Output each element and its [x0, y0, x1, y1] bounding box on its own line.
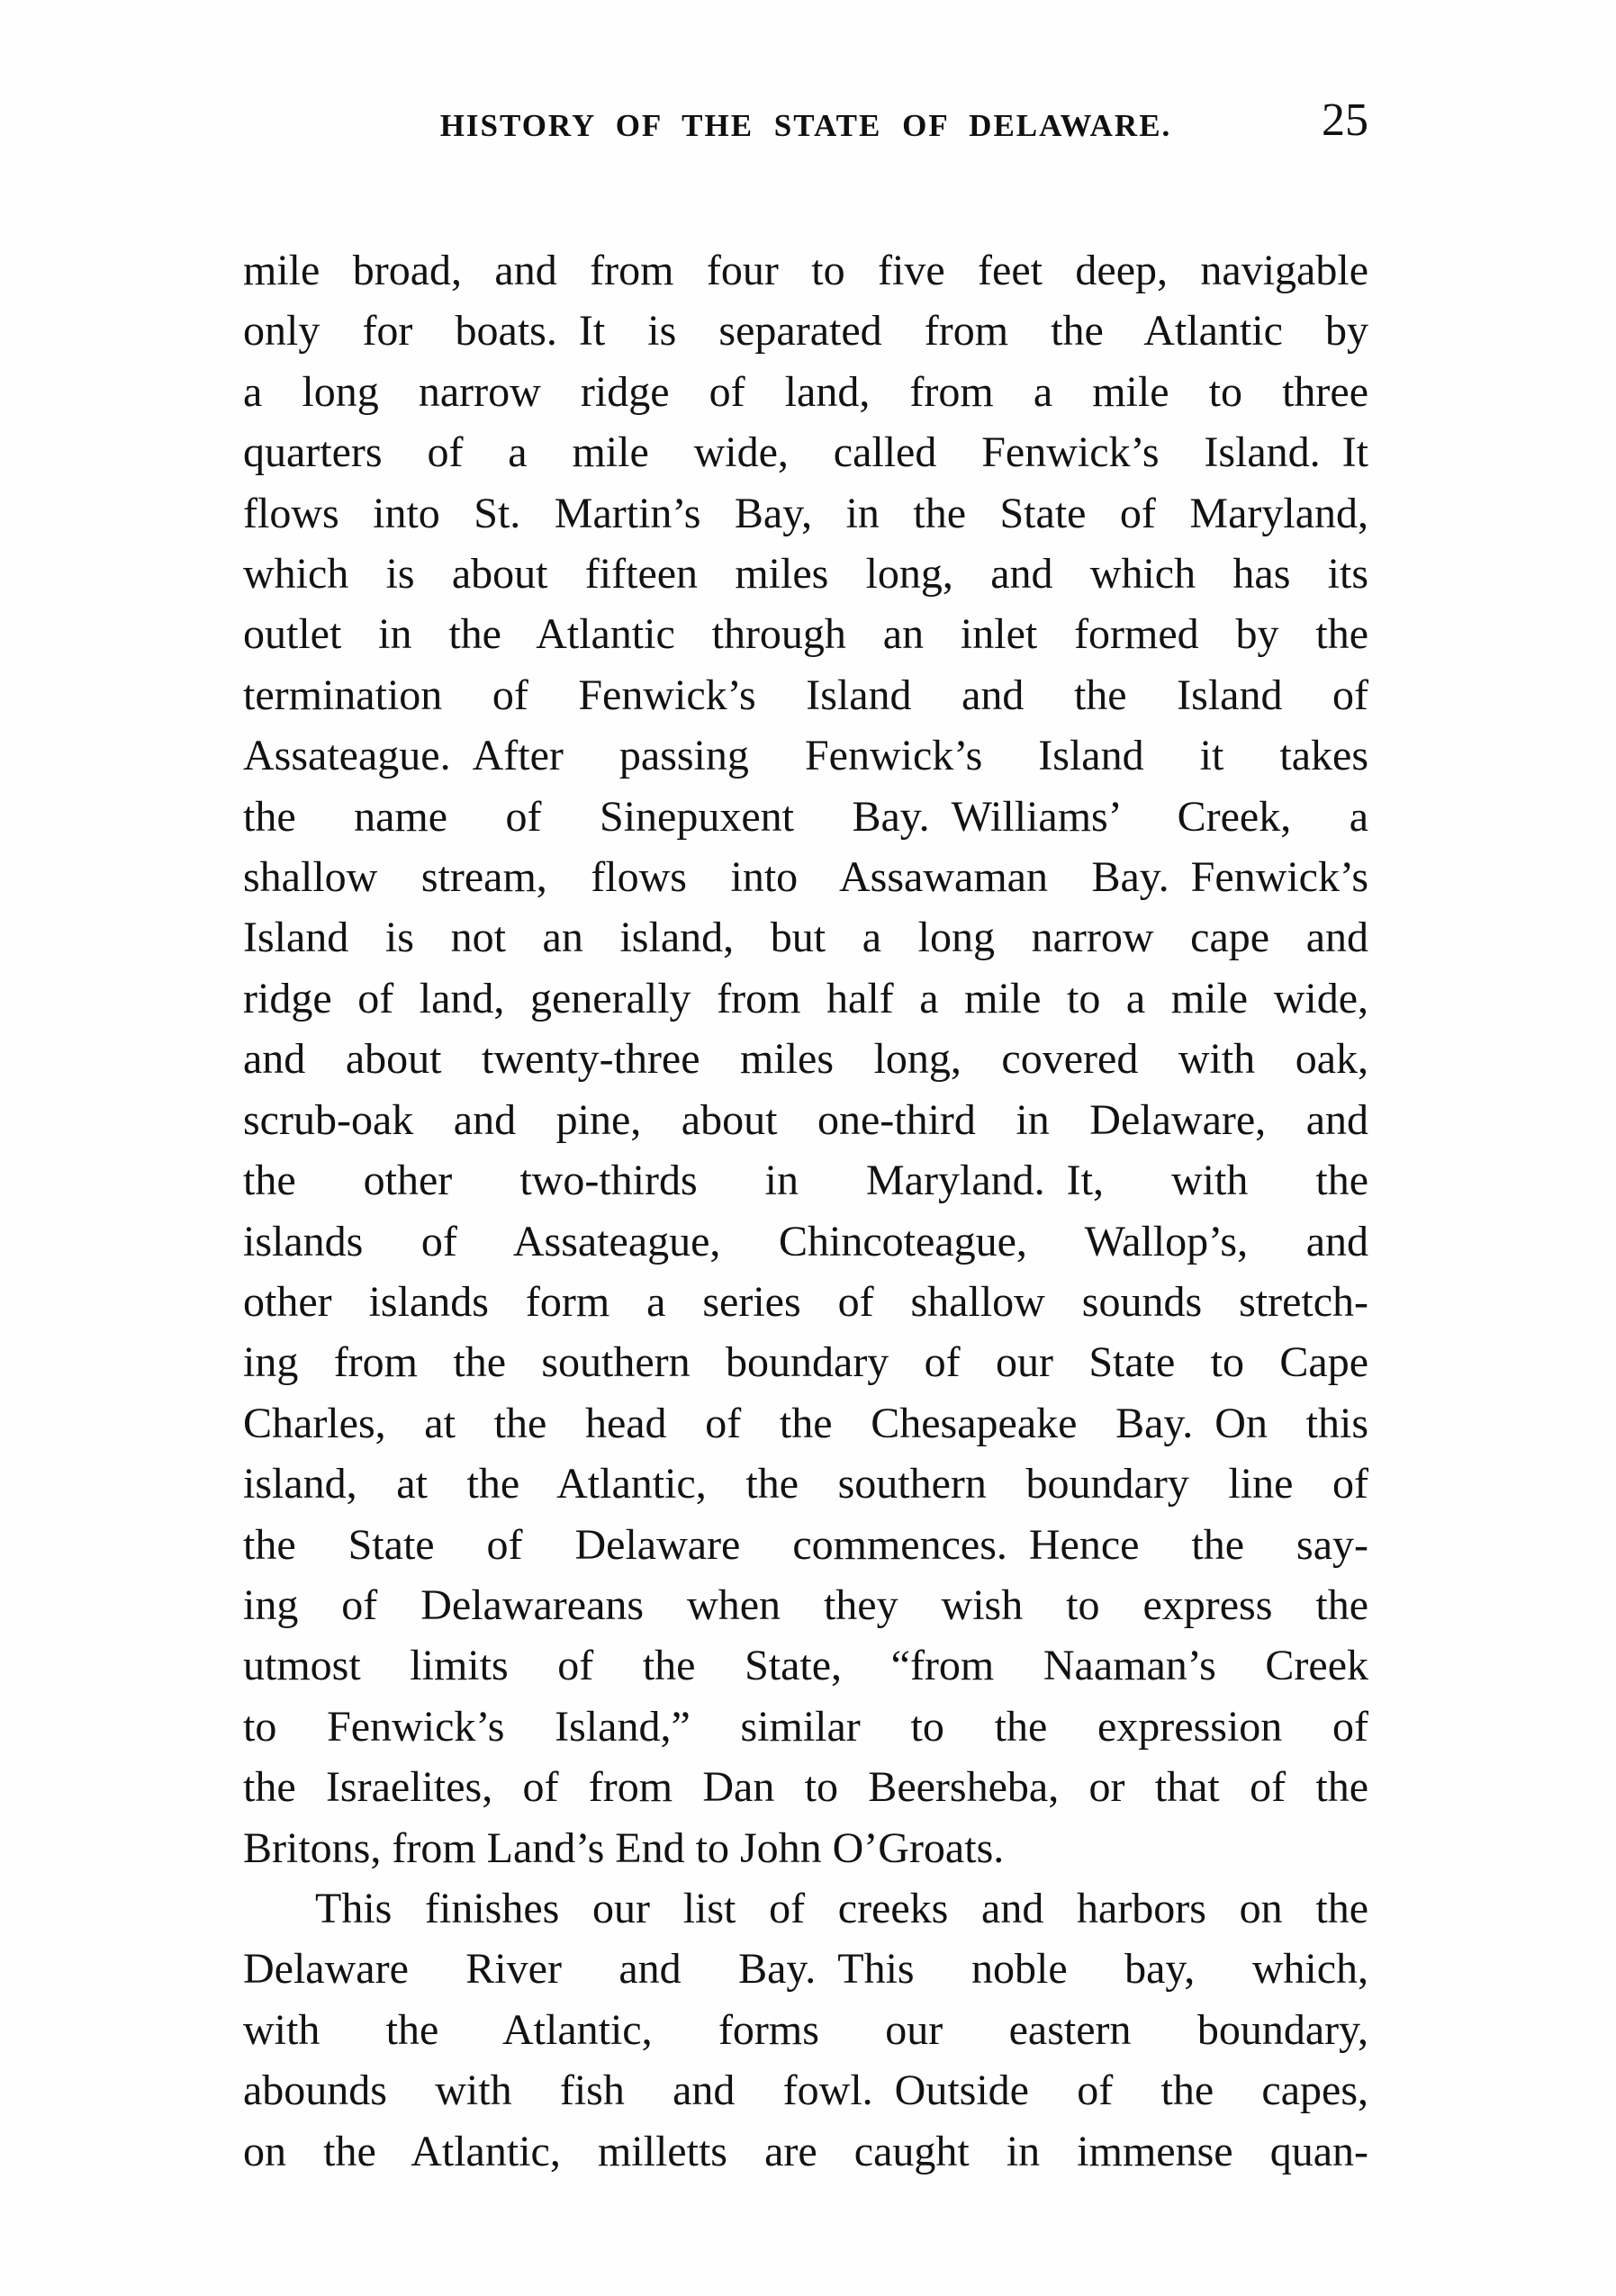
body-line: the Israelites, of from Dan to Beersheba, or that of the — [243, 1763, 1368, 1812]
body-line: with the Atlantic, forms our eastern boundary, — [243, 2005, 1368, 2054]
body-line: and about twenty-three miles long, covered with oak, — [243, 1035, 1368, 1084]
body-line: to Fenwick’s Island,” similar to the expression of — [243, 1702, 1368, 1751]
body-line: mile broad, and from four to five feet deep, navigable — [243, 247, 1368, 294]
running-header — [243, 95, 1368, 151]
body-line: This finishes our list of creeks and harbors on the — [315, 1884, 1368, 1932]
body-line: Island is not an island, but a long narrow cape and — [243, 914, 1368, 962]
body-line: the name of Sinepuxent Bay. Williams’ Creek, a — [243, 792, 1368, 841]
body-line: ridge of land, generally from half a mile to a mile wide, — [243, 974, 1368, 1022]
body-line: Charles, at the head of the Chesapeake Bay. On this — [243, 1399, 1368, 1447]
body-line: island, at the Atlantic, the southern boundary line of — [243, 1460, 1368, 1508]
page-number: 25 — [1322, 95, 1368, 146]
header-title: HISTORY OF THE STATE OF DELAWARE. — [439, 108, 1172, 143]
body-line: islands of Assateague, Chincoteague, Wallop’s, and — [243, 1217, 1368, 1265]
body-line: abounds with fish and fowl. Outside of the capes, — [243, 2066, 1368, 2115]
body-line: ing of Delawareans when they wish to express the — [243, 1580, 1368, 1629]
body-line: Delaware River and Bay. This noble bay, which, — [243, 1945, 1368, 1994]
body-line: other islands form a series of shallow sounds stretch- — [243, 1277, 1368, 1326]
body-line: termination of Fenwick’s Island and the Island of — [243, 671, 1368, 719]
body-line: Assateague. After passing Fenwick’s Island it takes — [243, 732, 1368, 780]
body-line: utmost limits of the State, “from Naaman’s Creek — [243, 1642, 1368, 1690]
body-text — [243, 240, 1368, 2182]
body-line: only for boats. It is separated from the Atlantic by — [243, 307, 1368, 356]
body-line: a long narrow ridge of land, from a mile to three — [243, 367, 1368, 416]
body-line: quarters of a mile wide, called Fenwick’s Island. It — [243, 428, 1368, 477]
body-line: the other two-thirds in Maryland. It, with the — [243, 1157, 1368, 1205]
body-line: which is about fifteen miles long, and which has its — [243, 550, 1368, 599]
body-line: shallow stream, flows into Assawaman Bay. Fenwick’s — [243, 853, 1368, 902]
body-line: ing from the southern boundary of our State to Cape — [243, 1338, 1368, 1387]
body-line: scrub-oak and pine, about one-third in Delaware, and — [243, 1095, 1368, 1144]
body-line: the State of Delaware commences. Hence the say- — [243, 1520, 1368, 1569]
body-line: flows into St. Martin’s Bay, in the State of Maryland, — [243, 489, 1368, 537]
body-line: Britons, from Land’s End to John O’Groats. — [243, 1823, 1005, 1872]
body-line: on the Atlantic, milletts are caught in immense quan- — [243, 2127, 1368, 2175]
body-line: outlet in the Atlantic through an inlet formed by the — [243, 610, 1368, 659]
